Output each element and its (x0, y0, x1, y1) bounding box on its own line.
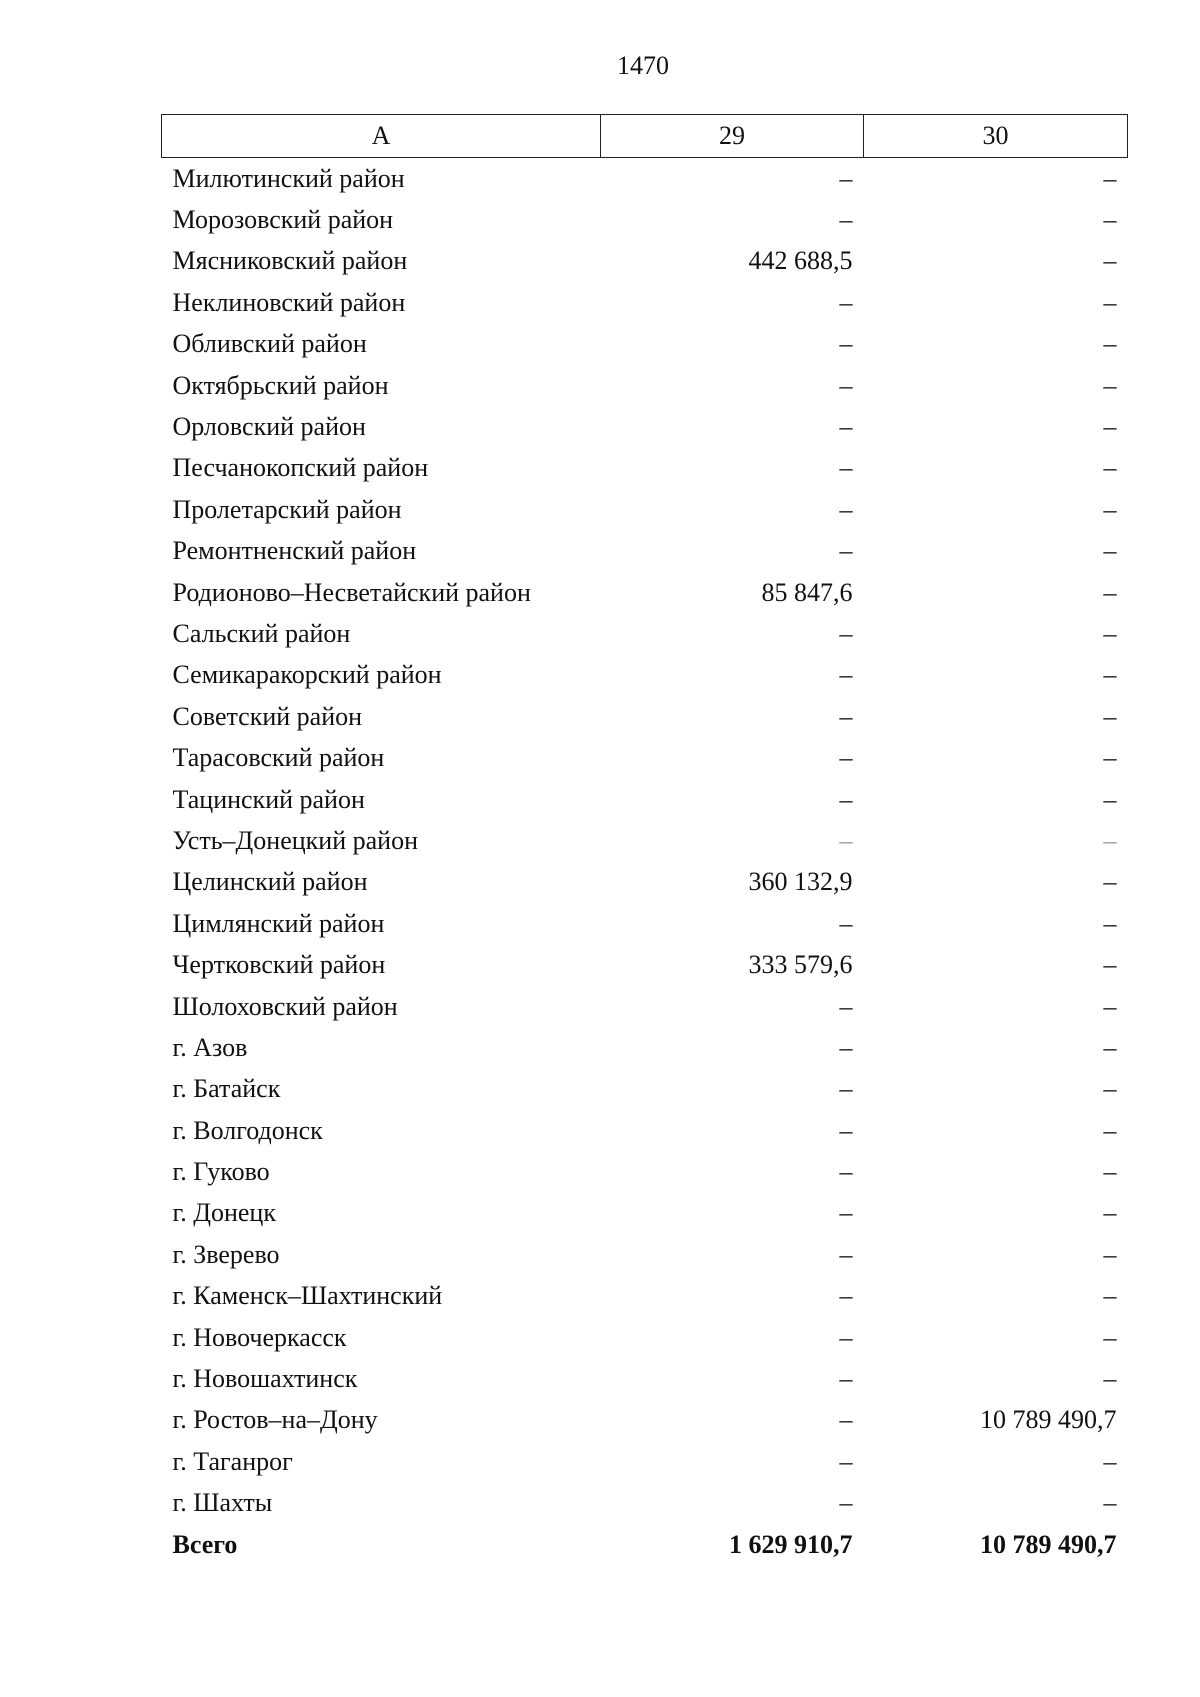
table-row (162, 655, 1128, 696)
data-table (161, 114, 1128, 1565)
row-name-cell: Шолоховский район (172, 991, 398, 1021)
row-value-29-cell: – (839, 1239, 853, 1269)
page-number: 1470 (617, 51, 669, 80)
row-value-29-cell: – (839, 1322, 853, 1352)
row-name-cell: г. Волгодонск (172, 1115, 323, 1145)
table-row (162, 696, 1128, 737)
row-value-30-cell: – (1103, 1446, 1117, 1476)
row-name-cell: г. Азов (172, 1032, 248, 1062)
table-row (162, 158, 1128, 200)
row-value-30-cell: – (1103, 1322, 1117, 1352)
table-row (162, 448, 1128, 489)
table-row (162, 1358, 1128, 1399)
row-value-30-cell: – (1103, 1032, 1117, 1062)
table-row (162, 986, 1128, 1027)
row-name-cell: г. Новошахтинск (172, 1364, 358, 1394)
row-value-30-cell: – (1103, 701, 1117, 731)
table-row (162, 862, 1128, 903)
row-name-cell: Орловский район (172, 412, 366, 442)
table-row (162, 489, 1128, 530)
table-header-row (162, 115, 1128, 158)
row-value-30-cell: – (1103, 950, 1117, 980)
row-name-cell: г. Таганрог (172, 1446, 293, 1476)
table-row (162, 737, 1128, 778)
row-name-cell: Милютинский район (172, 163, 405, 193)
total-row (162, 1524, 1128, 1565)
table-row (162, 241, 1128, 282)
row-value-30-cell: – (1103, 412, 1117, 442)
row-name-cell: Неклиновский район (172, 287, 406, 317)
row-value-29-cell: – (839, 163, 853, 193)
table-row (162, 820, 1128, 861)
row-value-29-cell: – (839, 701, 853, 731)
table-row (162, 1110, 1128, 1151)
row-value-29-cell: – (839, 1364, 853, 1394)
table-row (162, 1151, 1128, 1192)
row-name-cell: г. Каменск–Шахтинский (172, 1281, 443, 1311)
column-header-a: А (162, 115, 601, 158)
row-value-29-cell: – (839, 991, 853, 1021)
table-row (162, 199, 1128, 240)
table-row (162, 1483, 1128, 1524)
total-value-30-cell: 10 789 490,7 (980, 1529, 1117, 1559)
row-name-cell: Родионово–Несветайский район (172, 577, 531, 607)
row-value-30-cell: – (1103, 329, 1117, 359)
row-value-29-cell: – (839, 660, 853, 690)
column-header-30: 30 (864, 115, 1128, 158)
row-value-29-cell: – (839, 370, 853, 400)
row-value-30-cell: 10 789 490,7 (980, 1405, 1117, 1435)
table-row (162, 406, 1128, 447)
row-name-cell: Октябрьский район (172, 370, 389, 400)
row-name-cell: г. Зверево (172, 1239, 280, 1269)
row-value-30-cell: – (1103, 163, 1117, 193)
row-value-30-cell: – (1103, 991, 1117, 1021)
row-name-cell: Цимлянский район (172, 908, 385, 938)
row-name-cell: г. Новочеркасск (172, 1322, 347, 1352)
row-value-30-cell: – (1103, 494, 1117, 524)
row-name-cell: г. Донецк (172, 1198, 276, 1228)
row-value-30-cell: – (1103, 246, 1117, 276)
row-value-29-cell: – (839, 1198, 853, 1228)
table-row (162, 1193, 1128, 1234)
row-name-cell: Советский район (172, 701, 363, 731)
row-value-30-cell: – (1103, 1074, 1117, 1104)
row-name-cell: Чертковский район (172, 950, 386, 980)
row-value-29-cell: – (839, 1446, 853, 1476)
row-value-30-cell: – (1103, 1281, 1117, 1311)
table-row (162, 1317, 1128, 1358)
row-value-29-cell: 333 579,6 (748, 950, 853, 980)
table-row (162, 944, 1128, 985)
table-row (162, 1027, 1128, 1068)
row-value-30-cell: – (1103, 1488, 1117, 1518)
row-name-cell: г. Батайск (172, 1074, 281, 1104)
row-value-30-cell: – (1103, 618, 1117, 648)
row-value-30-cell: – (1103, 743, 1117, 773)
table-row (162, 1400, 1128, 1441)
row-name-cell: Пролетарский район (172, 494, 402, 524)
table-row (162, 903, 1128, 944)
row-name-cell: Ремонтненский район (172, 536, 417, 566)
row-value-30-cell: – (1103, 825, 1117, 855)
row-value-29-cell: – (839, 1405, 853, 1435)
row-value-30-cell: – (1103, 1239, 1117, 1269)
row-value-30-cell: – (1103, 370, 1117, 400)
row-value-29-cell: – (839, 825, 853, 855)
row-value-30-cell: – (1103, 908, 1117, 938)
row-value-30-cell: – (1103, 784, 1117, 814)
row-value-30-cell: – (1103, 453, 1117, 483)
row-name-cell: Сальский район (172, 618, 351, 648)
row-name-cell: Семикаракорский район (172, 660, 442, 690)
table-row (162, 1234, 1128, 1275)
table-row (162, 365, 1128, 406)
row-name-cell: Тарасовский район (172, 743, 385, 773)
row-value-29-cell: – (839, 618, 853, 648)
row-value-29-cell: – (839, 1157, 853, 1187)
row-value-29-cell: 442 688,5 (748, 246, 853, 276)
row-name-cell: Песчанокопский район (172, 453, 429, 483)
table-row (162, 1276, 1128, 1317)
row-value-30-cell: – (1103, 1115, 1117, 1145)
row-value-29-cell: – (839, 1032, 853, 1062)
column-header-29: 29 (601, 115, 864, 158)
table-body (162, 158, 1128, 1566)
row-value-29-cell: – (839, 1115, 853, 1145)
row-name-cell: Обливский район (172, 329, 367, 359)
table-row (162, 1441, 1128, 1482)
row-value-29-cell: – (839, 494, 853, 524)
row-value-29-cell: 85 847,6 (761, 577, 853, 607)
row-name-cell: Усть–Донецкий район (172, 825, 418, 855)
row-value-30-cell: – (1103, 536, 1117, 566)
row-value-30-cell: – (1103, 205, 1117, 235)
row-value-30-cell: – (1103, 1364, 1117, 1394)
row-value-29-cell: – (839, 1488, 853, 1518)
row-value-29-cell: – (839, 329, 853, 359)
row-value-30-cell: – (1103, 287, 1117, 317)
row-value-29-cell: – (839, 536, 853, 566)
row-name-cell: Тацинский район (172, 784, 365, 814)
table-row (162, 779, 1128, 820)
row-value-29-cell: – (839, 453, 853, 483)
row-value-30-cell: – (1103, 1157, 1117, 1187)
row-value-29-cell: – (839, 908, 853, 938)
row-value-29-cell: – (839, 784, 853, 814)
row-value-29-cell: – (839, 287, 853, 317)
row-name-cell: г. Шахты (172, 1488, 273, 1518)
total-label-cell: Всего (172, 1529, 238, 1559)
row-name-cell: Морозовский район (172, 205, 394, 235)
row-value-29-cell: – (839, 1074, 853, 1104)
table-row (162, 324, 1128, 365)
table-row (162, 282, 1128, 323)
row-value-29-cell: – (839, 1281, 853, 1311)
table-row (162, 1069, 1128, 1110)
table-row (162, 613, 1128, 654)
row-value-29-cell: – (839, 743, 853, 773)
row-name-cell: г. Гуково (172, 1157, 270, 1187)
table-row (162, 572, 1128, 613)
row-name-cell: г. Ростов–на–Дону (172, 1405, 378, 1435)
row-value-30-cell: – (1103, 660, 1117, 690)
row-name-cell: Мясниковский район (172, 246, 408, 276)
row-value-30-cell: – (1103, 867, 1117, 897)
table-row (162, 531, 1128, 572)
total-value-29-cell: 1 629 910,7 (729, 1529, 853, 1559)
row-value-30-cell: – (1103, 577, 1117, 607)
row-name-cell: Целинский район (172, 867, 368, 897)
row-value-29-cell: 360 132,9 (748, 867, 853, 897)
row-value-30-cell: – (1103, 1198, 1117, 1228)
row-value-29-cell: – (839, 205, 853, 235)
row-value-29-cell: – (839, 412, 853, 442)
